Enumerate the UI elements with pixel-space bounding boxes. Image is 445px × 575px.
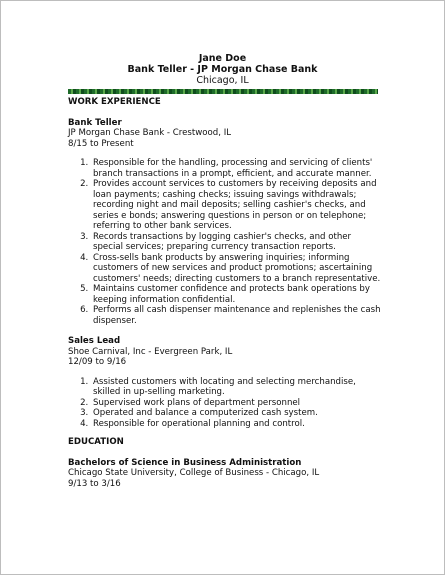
job-duties-list (68, 377, 383, 430)
list-item: 4. Cross-sells bank products by answering inquiries; informing customers of new services and product promotions; ascertaining customers' needs; directing customers to a branch representative. (91, 253, 383, 285)
list-item: 2. Provides account services to customers by receiving deposits and loan payments; cashing checks; issuing savings withdrawals; recording night and mail deposits; selling cashier's checks, and series e bonds; answering questions in person or on telephone; referring to other bank services. (91, 179, 383, 232)
resume-header (1, 53, 444, 86)
job-entry (68, 118, 383, 327)
list-item: 3. Records transactions by logging cashier's checks, and other special services; preparing currency transaction reports. (91, 232, 383, 253)
education-dates: 9/13 to 3/16 (68, 478, 121, 489)
education-entry (68, 458, 383, 490)
resume-body (68, 97, 383, 489)
candidate-name: Jane Doe (198, 53, 247, 64)
candidate-location: Chicago, IL (196, 75, 249, 86)
list-item: 1. Assisted customers with locating and selecting merchandise, skilled in up-selling marketing. (91, 377, 383, 398)
list-item: 2. Supervised work plans of department personnel (91, 398, 383, 409)
job-entry (68, 336, 383, 429)
education-degree: Bachelors of Science in Business Administration (68, 457, 302, 468)
decorative-divider-bar (68, 89, 378, 94)
list-item: 5. Maintains customer confidence and protects bank operations by keeping information confidential. (91, 284, 383, 305)
job-dates: 12/09 to 9/16 (68, 357, 127, 367)
education-school: Chicago State University, College of Business - Chicago, IL (68, 468, 320, 478)
job-dates: 8/15 to Present (68, 138, 134, 149)
job-duties-list (68, 158, 383, 326)
list-item: 6. Performs all cash dispenser maintenance and replenishes the cash dispenser. (91, 305, 383, 326)
section-title-education: EDUCATION (68, 437, 124, 447)
job-title: Bank Teller (68, 117, 122, 128)
list-item: 1. Responsible for the handling, processing and servicing of clients' branch transactions in a prompt, efficient, and accurate manner. (91, 158, 383, 179)
list-item: 3. Operated and balance a computerized cash system. (91, 408, 383, 419)
section-title-work-experience: WORK EXPERIENCE (68, 97, 161, 107)
job-title: Sales Lead (68, 336, 121, 346)
candidate-headline: Bank Teller - JP Morgan Chase Bank (127, 64, 318, 75)
job-company: Shoe Carnival, Inc - Evergreen Park, IL (68, 346, 233, 357)
list-item: 4. Responsible for operational planning and control. (91, 419, 383, 430)
job-company: JP Morgan Chase Bank - Crestwood, IL (68, 128, 232, 138)
